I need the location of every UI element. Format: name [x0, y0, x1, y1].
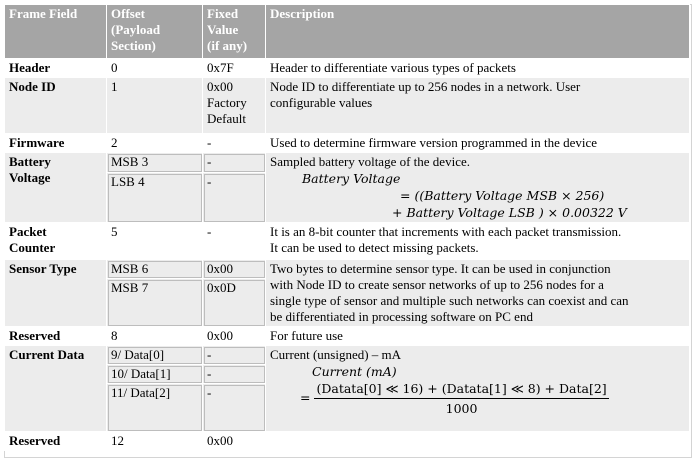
current-formula: Current (mA) = $\frac{\text{(Datata[0] ≪ 16) + (Datata[1] ≪ 8) + Data[2]}}{1000}$ — [300, 364, 607, 416]
table-row-reserved-12 — [5, 432, 690, 451]
table-row-firmware — [5, 134, 690, 153]
offset-packet-counter: 5 — [107, 223, 203, 260]
desc-current-data: Current (unsigned) – mA Current (mA) = $\frac{\text{(Datata[0] ≪ 16) + (Datata[1] ≪ 8) + Data[2]}}{1000}$ — [266, 346, 690, 432]
offset-reserved-12: 12 — [107, 432, 203, 451]
desc-sensor-type: Two bytes to determine sensor type. It can be used in conjunction with Node ID to create sensor networks of up to 256 nodes for a single type of sensor and multiple such networks can coexist and can be differentiated in processing software on PC end — [266, 260, 690, 327]
offset-current-data0: 9/ Data[0] — [107, 346, 203, 365]
fixed-reserved-8: 0x00 — [203, 327, 266, 346]
fixed-firmware: - — [203, 134, 266, 153]
fixed-sensor-msb6: 0x00 — [203, 260, 266, 279]
field-battery-voltage: Battery Voltage — [5, 153, 107, 223]
table-row-battery — [5, 153, 690, 173]
battery-voltage-formula: Battery Voltage = ((Battery Voltage MSB × 256) + Battery Voltage LSB ) × 0.00322 V — [302, 171, 627, 220]
fixed-header: 0x7F — [203, 59, 266, 78]
field-reserved-12: Reserved — [5, 432, 107, 451]
header-description: Description — [266, 5, 690, 59]
offset-firmware: 2 — [107, 134, 203, 153]
desc-header: Header to differentiate various types of packets — [266, 59, 690, 78]
fixed-current-data1: - — [203, 365, 266, 384]
desc-firmware: Used to determine firmware version programmed in the device — [266, 134, 690, 153]
offset-current-data2: 11/ Data[2] — [107, 384, 203, 432]
desc-packet-counter: It is an 8-bit counter that increments with each packet transmission. It can be used to detect missing packets. — [266, 223, 690, 260]
desc-reserved-8: For future use — [266, 327, 690, 346]
header-frame-field: Frame Field — [5, 5, 107, 59]
desc-reserved-12 — [266, 432, 690, 451]
field-current-data: Current Data — [5, 346, 107, 432]
table-row-sensor-type — [5, 260, 690, 279]
fixed-battery-msb: - — [203, 153, 266, 173]
offset-sensor-msb6: MSB 6 — [107, 260, 203, 279]
desc-battery-voltage: Sampled battery voltage of the device. Battery Voltage = ((Battery Voltage MSB × 256) + Battery Voltage LSB ) × 0.00322 V — [266, 153, 690, 223]
fixed-reserved-12: 0x00 — [203, 432, 266, 451]
offset-node-id: 1 — [107, 78, 203, 134]
field-reserved-8: Reserved — [5, 327, 107, 346]
offset-sensor-msb7: MSB 7 — [107, 279, 203, 327]
field-packet-counter: Packet Counter — [5, 223, 107, 260]
table-row-reserved-8 — [5, 327, 690, 346]
table-row-current-data — [5, 346, 690, 365]
header-fixed-value: Fixed Value (if any) — [203, 5, 266, 59]
fixed-sensor-msb7: 0x0D — [203, 279, 266, 327]
table-row-node-id — [5, 78, 690, 134]
fixed-current-data2: - — [203, 384, 266, 432]
offset-battery-lsb: LSB 4 — [107, 173, 203, 223]
fixed-packet-counter: - — [203, 223, 266, 260]
header-offset: Offset (Payload Section) — [107, 5, 203, 59]
field-firmware: Firmware — [5, 134, 107, 153]
field-node-id: Node ID — [5, 78, 107, 134]
fixed-node-id: 0x00 Factory Default — [203, 78, 266, 134]
field-sensor-type: Sensor Type — [5, 260, 107, 327]
offset-current-data1: 10/ Data[1] — [107, 365, 203, 384]
table-header-row — [5, 5, 690, 59]
fixed-battery-lsb: - — [203, 173, 266, 223]
offset-battery-msb: MSB 3 — [107, 153, 203, 173]
table-row-header — [5, 59, 690, 78]
field-header: Header — [5, 59, 107, 78]
offset-reserved-8: 8 — [107, 327, 203, 346]
table-row-packet-counter — [5, 223, 690, 260]
fixed-current-data0: - — [203, 346, 266, 365]
offset-header: 0 — [107, 59, 203, 78]
desc-node-id: Node ID to differentiate up to 256 nodes in a network. User configurable values — [266, 78, 690, 134]
frame-field-table — [4, 4, 690, 451]
